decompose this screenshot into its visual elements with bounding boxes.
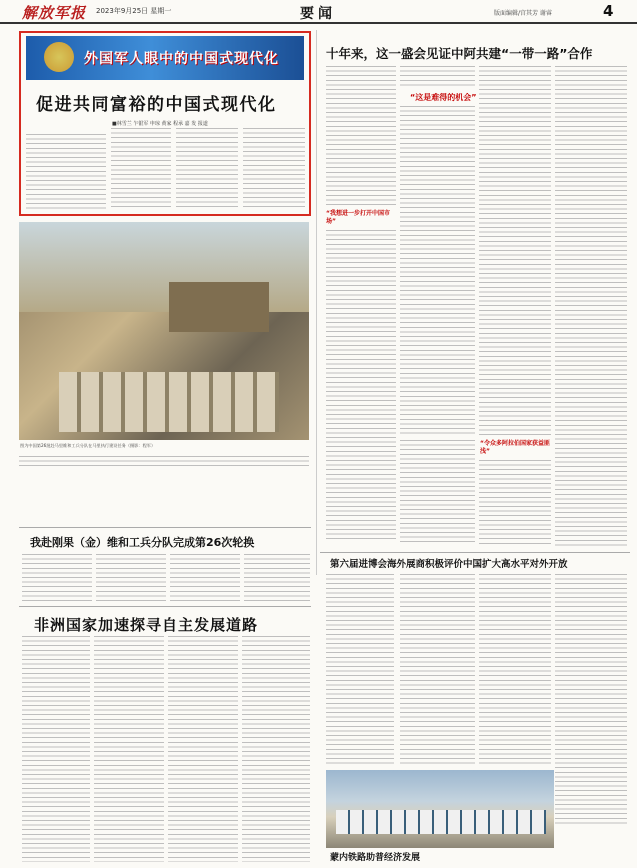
bri-col-2c (400, 440, 475, 546)
expo-col-3 (479, 574, 551, 764)
feature-col-1 (26, 134, 106, 210)
expo-col-4 (555, 574, 627, 824)
bri-subhead-3: “令众多阿拉伯国家获益匪浅” (480, 440, 550, 455)
expo-title: 第六届进博会海外展商积极评价中国扩大高水平对外开放 (330, 559, 568, 570)
africa-col-4 (242, 636, 310, 862)
peace-col-3 (170, 554, 240, 602)
bri-title: 十年来，这一盛会见证中阿共建“一带一路”合作 (326, 46, 593, 61)
bri-col-4 (555, 66, 627, 546)
peacekeeping-title: 我赴刚果（金）维和工兵分队完成第26次轮换 (30, 536, 255, 549)
bri-col-2 (400, 66, 475, 86)
bri-col-3b (479, 460, 551, 546)
section-title: 要闻 (300, 6, 336, 22)
newspaper-logo: 解放军报 (22, 4, 87, 22)
left-body-text (19, 456, 309, 470)
feature-col-2 (111, 128, 171, 210)
editor-credit: 版面编辑/宫其芳 谢睿 (494, 10, 552, 17)
peace-col-4 (244, 554, 310, 602)
feature-col-3 (176, 128, 238, 210)
feature-banner (26, 36, 304, 80)
railway-title: 蒙内铁路助普经济发展 (330, 853, 421, 863)
bri-col-2b (400, 106, 475, 436)
feature-title: 促进共同富裕的中国式现代化 (36, 95, 277, 115)
issue-date: 2023年9月25日 星期一 (96, 7, 172, 15)
expo-col-1 (326, 574, 394, 764)
feature-col-4 (243, 128, 305, 210)
bri-subhead-2: “我想进一步打开中国市场” (326, 210, 390, 225)
peacekeeping-photo (19, 222, 309, 440)
peace-col-1 (22, 554, 92, 602)
photo-caption: 图为中国第26批赴马里维和工兵分队在马里执行建设任务（摄影：程军） (20, 443, 156, 448)
banner-text: 外国军人眼中的中国式现代化 (84, 51, 279, 67)
railway-photo (326, 770, 554, 848)
bri-col-3 (479, 66, 551, 436)
africa-title: 非洲国家加速探寻自主发展道路 (34, 616, 259, 634)
masthead (0, 0, 637, 24)
africa-col-2 (94, 636, 164, 862)
africa-col-1 (22, 636, 90, 862)
page-number: 4 (603, 2, 614, 20)
bri-subhead-1: “这是难得的机会” (410, 93, 477, 102)
africa-col-3 (168, 636, 238, 862)
bri-col-1b (326, 230, 396, 540)
peace-col-2 (96, 554, 166, 602)
expo-col-2 (400, 574, 475, 764)
feature-byline: ■林雪兰 乍银军 申琼 黄家 程承 嘉 发 报道 (112, 121, 208, 127)
bri-col-1 (326, 66, 396, 206)
banner-sun-icon (44, 42, 74, 72)
